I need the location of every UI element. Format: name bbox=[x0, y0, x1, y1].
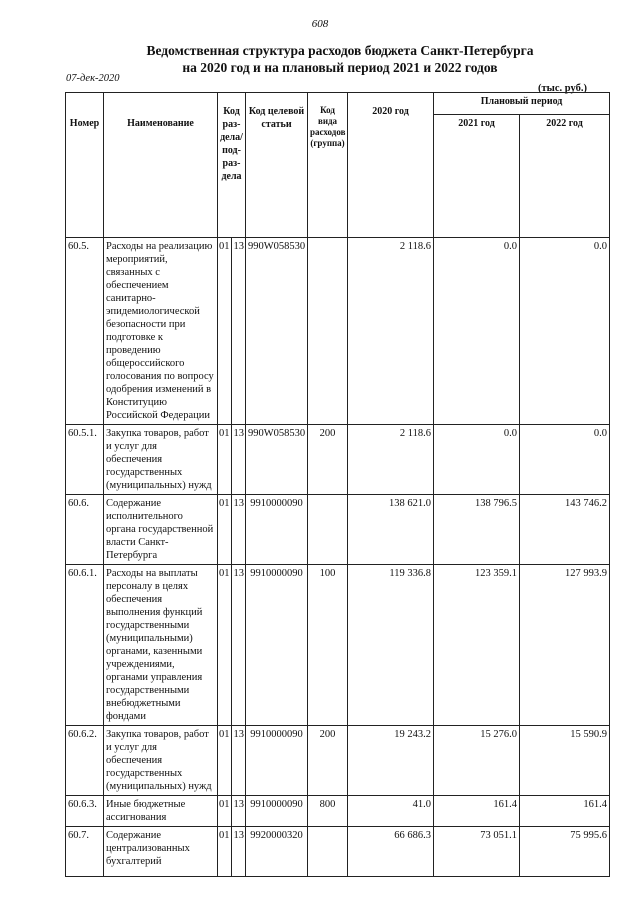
row-value-2021: 15 276.0 bbox=[434, 726, 520, 796]
row-value-2022: 0.0 bbox=[520, 238, 610, 425]
row-value-2021: 161.4 bbox=[434, 796, 520, 827]
row-name: Расходы на реализацию мероприятий, связанных с обеспечением санитарно-эпидемиологической безопасности при подготовке к проведению общероссийского голосования по вопросу одобрения изменений в Конституцию Российской Федерации bbox=[104, 238, 218, 425]
row-section: 01 bbox=[218, 796, 232, 827]
row-subsection: 13 bbox=[232, 495, 246, 565]
row-subsection: 13 bbox=[232, 827, 246, 877]
row-value-2021: 0.0 bbox=[434, 238, 520, 425]
table-row bbox=[66, 796, 610, 827]
header-name: Наименование bbox=[104, 93, 218, 238]
row-section: 01 bbox=[218, 827, 232, 877]
row-value-2020: 19 243.2 bbox=[348, 726, 434, 796]
row-number: 60.6.3. bbox=[66, 796, 104, 827]
row-expense-type bbox=[308, 827, 348, 877]
row-value-2020: 138 621.0 bbox=[348, 495, 434, 565]
row-subsection: 13 bbox=[232, 425, 246, 495]
row-section: 01 bbox=[218, 495, 232, 565]
header-section: Код раз-дела/ под-раз-дела bbox=[218, 93, 246, 238]
row-value-2022: 75 995.6 bbox=[520, 827, 610, 877]
row-article: 990W058530 bbox=[246, 238, 308, 425]
row-value-2020: 2 118.6 bbox=[348, 238, 434, 425]
row-number: 60.7. bbox=[66, 827, 104, 877]
table-row bbox=[66, 495, 610, 565]
header-2021: 2021 год bbox=[434, 115, 520, 238]
row-expense-type bbox=[308, 238, 348, 425]
row-name: Закупка товаров, работ и услуг для обеспечения государственных (муниципальных) нужд bbox=[104, 425, 218, 495]
header-planned-period: Плановый период bbox=[434, 93, 610, 115]
row-article: 9910000090 bbox=[246, 796, 308, 827]
row-subsection: 13 bbox=[232, 796, 246, 827]
row-value-2022: 0.0 bbox=[520, 425, 610, 495]
title-line-1: Ведомственная структура расходов бюджета Санкт-Петербурга bbox=[146, 43, 534, 58]
header-type: Код вида расходов (группа) bbox=[308, 93, 348, 238]
page-number: 608 bbox=[311, 18, 329, 30]
row-value-2022: 127 993.9 bbox=[520, 565, 610, 726]
table-row bbox=[66, 238, 610, 425]
row-number: 60.6.1. bbox=[66, 565, 104, 726]
row-expense-type: 100 bbox=[308, 565, 348, 726]
row-number: 60.5.1. bbox=[66, 425, 104, 495]
header-2022: 2022 год bbox=[520, 115, 610, 238]
row-article: 990W058530 bbox=[246, 425, 308, 495]
row-value-2020: 2 118.6 bbox=[348, 425, 434, 495]
currency-unit: (тыс. руб.) bbox=[538, 83, 587, 94]
row-section: 01 bbox=[218, 425, 232, 495]
row-article: 9910000090 bbox=[246, 495, 308, 565]
row-number: 60.6. bbox=[66, 495, 104, 565]
header-article: Код целевой статьи bbox=[246, 93, 308, 238]
row-subsection: 13 bbox=[232, 565, 246, 726]
row-name: Иные бюджетные ассигнования bbox=[104, 796, 218, 827]
title-line-2: на 2020 год и на плановый период 2021 и 2022 годов bbox=[182, 60, 498, 75]
row-value-2021: 0.0 bbox=[434, 425, 520, 495]
row-article: 9910000090 bbox=[246, 565, 308, 726]
row-value-2021: 123 359.1 bbox=[434, 565, 520, 726]
table-row bbox=[66, 425, 610, 495]
row-article: 9920000320 bbox=[246, 827, 308, 877]
row-value-2020: 66 686.3 bbox=[348, 827, 434, 877]
budget-table bbox=[65, 92, 610, 877]
document-date: 07-дек-2020 bbox=[66, 73, 120, 84]
row-name: Содержание централизованных бухгалтерий bbox=[104, 827, 218, 877]
row-subsection: 13 bbox=[232, 726, 246, 796]
row-section: 01 bbox=[218, 238, 232, 425]
row-name: Закупка товаров, работ и услуг для обеспечения государственных (муниципальных) нужд bbox=[104, 726, 218, 796]
row-number: 60.6.2. bbox=[66, 726, 104, 796]
row-expense-type: 800 bbox=[308, 796, 348, 827]
row-value-2022: 143 746.2 bbox=[520, 495, 610, 565]
row-value-2020: 41.0 bbox=[348, 796, 434, 827]
table-row bbox=[66, 565, 610, 726]
row-value-2021: 138 796.5 bbox=[434, 495, 520, 565]
header-2020: 2020 год bbox=[348, 93, 434, 238]
row-value-2022: 161.4 bbox=[520, 796, 610, 827]
row-expense-type: 200 bbox=[308, 726, 348, 796]
row-name: Содержание исполнительного органа государственной власти Санкт-Петербурга bbox=[104, 495, 218, 565]
row-number: 60.5. bbox=[66, 238, 104, 425]
table-row bbox=[66, 726, 610, 796]
row-value-2022: 15 590.9 bbox=[520, 726, 610, 796]
row-name: Расходы на выплаты персоналу в целях обеспечения выполнения функций государственными (муниципальными) органами, казенными учреждениями, органами управления государственными внебюджетными фондами bbox=[104, 565, 218, 726]
row-section: 01 bbox=[218, 565, 232, 726]
table-row bbox=[66, 827, 610, 877]
row-value-2021: 73 051.1 bbox=[434, 827, 520, 877]
row-expense-type: 200 bbox=[308, 425, 348, 495]
row-expense-type bbox=[308, 495, 348, 565]
row-section: 01 bbox=[218, 726, 232, 796]
row-value-2020: 119 336.8 bbox=[348, 565, 434, 726]
row-subsection: 13 bbox=[232, 238, 246, 425]
header-number: Номер bbox=[66, 93, 104, 238]
document-title bbox=[60, 42, 620, 76]
row-article: 9910000090 bbox=[246, 726, 308, 796]
